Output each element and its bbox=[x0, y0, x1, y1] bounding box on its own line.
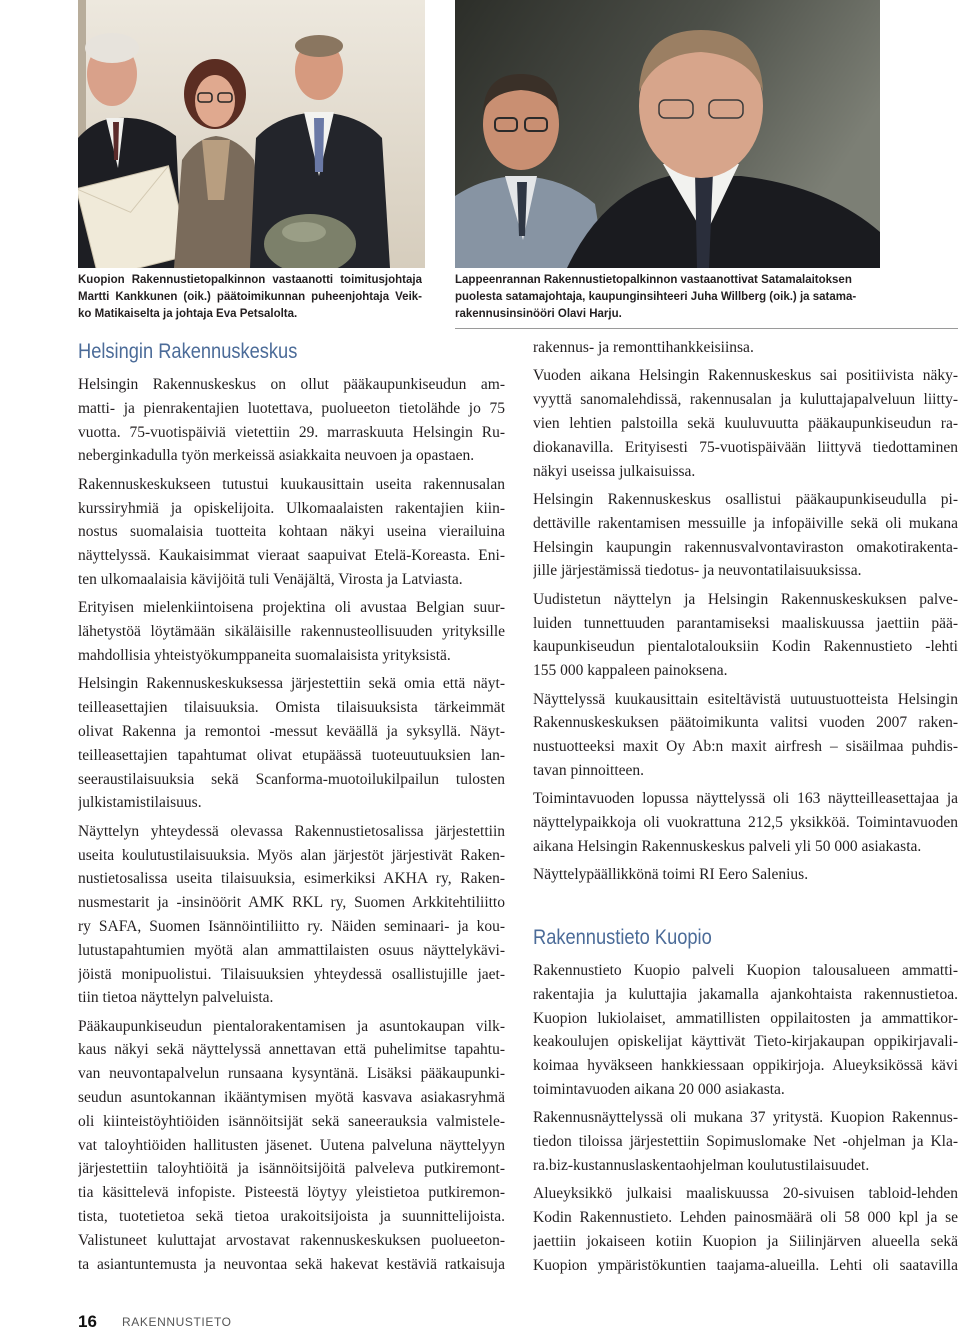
paragraph bbox=[78, 820, 505, 1010]
paragraph bbox=[533, 364, 958, 483]
text-line: Pääkaupunkiseudun pientalorakentamisen ja asuntokaupan vilk- bbox=[78, 1017, 505, 1035]
text-line: seudun asuntokannan ikääntymisen myötä kasvava asiakasryhmä bbox=[78, 1089, 505, 1107]
paragraph bbox=[78, 596, 505, 667]
text-line: kaus näkyi sekä näyttelyssä annettavan että puhelimitse tapahtu- bbox=[78, 1041, 505, 1059]
publication-name: RAKENNUSTIETO bbox=[122, 1315, 232, 1329]
paragraph bbox=[533, 787, 958, 858]
text-line: teilleasettajien tilaisuuksia. Omista tilaisuuksista tärkeimmät bbox=[78, 699, 505, 717]
text-line: toimintavuoden aikana 20 000 asiakasta. bbox=[533, 1080, 785, 1098]
photo-caption-right bbox=[455, 272, 955, 323]
text-line: matti- ja pienrakentajien luotettava, puolueeton tietolähde jo 75 bbox=[78, 399, 505, 417]
paragraph bbox=[533, 336, 958, 360]
paragraph bbox=[533, 688, 958, 783]
text-line: diokanavilla. Erityisesti 75-vuotispäivään liittyvä tiedottaminen bbox=[533, 438, 958, 456]
text-line: Rakennustieto Kuopio palveli Kuopion talousalueen ammatti- bbox=[533, 962, 958, 979]
text-line: 155 000 kappaleen painoksena. bbox=[533, 662, 728, 680]
caption-line: puolesta satamajohtaja, kaupunginsihteeri Juha Willberg (oik.) ja satama- bbox=[455, 291, 857, 303]
paragraph bbox=[533, 488, 958, 583]
text-line: tiin tietoa näyttelyn palveluista. bbox=[78, 989, 274, 1007]
text-line: ry SAFA, Suomen Isännöintiliitto ry. Näiden seminaari- ja kou- bbox=[78, 917, 505, 935]
paragraph bbox=[533, 1182, 958, 1277]
page-number: 16 bbox=[78, 1312, 97, 1331]
text-line: van neuvontapalvelun runsaana kysyntänä. Lisäksi pääkaupunki- bbox=[78, 1065, 505, 1083]
text-line: vyyttä sanomalehdissä, rakennusalan ja kuluttajapalveluun liitty- bbox=[533, 391, 958, 409]
text-line: luiden tunnettuuden parantamiseksi maaliskuussa jaettiin pää- bbox=[533, 614, 958, 632]
caption-line: Kuopion Rakennustietopalkinnon vastaanotti toimitusjohtaja bbox=[78, 274, 422, 286]
section-heading-helsinki: Helsingin Rakennuskeskus bbox=[78, 340, 298, 363]
text-line: vuotta. 75-vuotispäiviä vietettiin 29. marraskuuta Helsingin Ru- bbox=[78, 423, 505, 441]
text-line: jaettiin jokaiseen kotiin Kuopion ja Siilinjärven alueella sekä bbox=[533, 1232, 958, 1250]
text-line: Helsingin Rakennuskeskus osallistui pääkaupunkiseudulla pi- bbox=[533, 490, 958, 508]
text-line: useita koulutustilaisuuksia. Myös alan järjestöt järjestivät Raken- bbox=[78, 846, 505, 864]
paragraph bbox=[78, 373, 505, 468]
text-line: olivat Rakenna ja remontoi -messut keväällä ja syksyllä. Näyt- bbox=[78, 722, 505, 740]
caption-divider bbox=[455, 328, 958, 329]
paragraph bbox=[78, 473, 505, 592]
text-line: järjestettiin taloyhtiöitä ja isännöitsijöitä palveleva putkiremont- bbox=[78, 1160, 505, 1178]
text-line: nustietosalissa useita tilaisuuksia, esimerkiksi AKHA ry, Raken- bbox=[78, 870, 505, 888]
section-heading-kuopio: Rakennustieto Kuopio bbox=[533, 926, 712, 949]
text-line: Helsingin Rakennuskeskus on ollut pääkaupunkiseudun am- bbox=[78, 376, 505, 393]
paragraph bbox=[533, 1106, 958, 1177]
caption-line: rakennusinsinööri Olavi Harju. bbox=[455, 308, 622, 320]
text-line: Näyttelypäällikkönä toimi RI Eero Salenius. bbox=[533, 866, 809, 884]
text-line: Kuopion lukiolaiset, ammatillisten oppilaitosten ja ammattikor- bbox=[533, 1009, 958, 1027]
text-line: rakentajia ja kuluttajia jakamalla ajankohtaista rakennustietoa. bbox=[533, 985, 958, 1003]
text-line: mahdollisia yhteistyökumppaneita suomalaisista yrityksistä. bbox=[78, 646, 451, 664]
photo-image bbox=[78, 0, 425, 268]
text-line: ra.biz-kustannuslaskentaohjelman koulutustilaisuudet. bbox=[533, 1156, 870, 1174]
text-line: kaupunkiseudun pientalotalouksiin Kodin Rakennustieto -lehti bbox=[533, 638, 958, 656]
right-column-body-continued bbox=[533, 336, 958, 887]
text-line: keakoulujen opiskelijat käyttivät Tieto-kirjakaupan oppikirjavali- bbox=[533, 1033, 958, 1051]
paragraph bbox=[533, 959, 958, 1102]
text-line: Vuoden aikana Helsingin Rakennuskeskus sai positiivista näky- bbox=[533, 367, 958, 385]
text-line: lähetystöä löytämään sikäläisille rakennusteollisuuden yrityksille bbox=[78, 623, 505, 641]
award-photo-kuopio bbox=[78, 0, 425, 268]
award-photo-lappeenranta bbox=[455, 0, 880, 268]
text-line: vien lehtien palstoilla sekä kuuluvuutta pääkaupunkiseudun ra- bbox=[533, 414, 958, 432]
text-line: nostus suomalaisia tuotteita kohtaan näkyi useina vierailuina bbox=[78, 523, 505, 541]
paragraph bbox=[533, 863, 958, 887]
caption-line: Lappeenrannan Rakennustietopalkinnon vastaanottivat Satamalaitoksen bbox=[455, 274, 852, 286]
text-line: vat taloyhtiöiden hallitusten jäsenet. Uutena palveluna näyttelyyn bbox=[78, 1136, 505, 1154]
text-line: tiedon tiloissa järjestettiin Sopimuslomake Net -ohjelman ja Kla- bbox=[533, 1133, 958, 1151]
text-line: Erityisen mielenkiintoisena projektina oli avustaa Belgian suur- bbox=[78, 599, 505, 617]
photo-image bbox=[455, 0, 880, 268]
text-line: rakennus- ja remonttihankkeisiinsa. bbox=[533, 339, 754, 356]
text-line: Rakennuskeskukseen tutustui kuukausittain useita rakennusalan bbox=[78, 475, 505, 493]
text-line: seeraustilaisuuksia sekä Scanforma-muotoilukilpailun tulosten bbox=[78, 770, 505, 788]
text-line: nustuotteeksi maxit Oy Ab:n maxit airfresh – sisäilmaa puhdis- bbox=[533, 738, 958, 756]
text-line: koimaa hyväkseen hankkiessaan oppikirjoja. Alueyksikössä kävi bbox=[533, 1057, 958, 1075]
text-line: aikana Helsingin Rakennuskeskus palveli yli 50 000 asiakasta. bbox=[533, 837, 922, 855]
caption-line: Martti Kankkunen (oik.) päätoimikunnan puheenjohtaja Veik- bbox=[78, 291, 422, 303]
text-line: oli kiinteistöyhtiöiden isännöitsijät sekä saneerauksia valmistele- bbox=[78, 1112, 505, 1130]
text-line: Kuopion ympäristökuntien taajama-alueilla. Lehti oli saatavilla bbox=[533, 1256, 958, 1274]
text-line: tista, tuotetietoa sekä tietoa urakoitsijoista ja suunnittelijoista. bbox=[78, 1208, 505, 1226]
text-line: jöistä monipuolistui. Tilaisuuksien yhteydessä osallistujille jaet- bbox=[78, 965, 505, 983]
left-column-body bbox=[78, 373, 505, 1276]
paragraph bbox=[78, 1015, 505, 1277]
text-line: jille järjestämissä tiedotus- ja neuvontatilaisuuksissa. bbox=[533, 562, 862, 580]
text-line: Kodin Rakennustieto. Lehden painosmäärä oli 58 000 kpl ja se bbox=[533, 1209, 958, 1227]
paragraph bbox=[533, 588, 958, 683]
text-line: ten ulkomaalaisia kävijöitä tuli Venäjältä, Virosta ja Latviasta. bbox=[78, 570, 463, 588]
text-line: Helsingin kaupungin rakennusvalvontaviraston omakotirakenta- bbox=[533, 538, 958, 556]
text-line: ta asiantuntemusta ja neuvontaa sekä hakevat kestäviä ratkaisuja bbox=[78, 1255, 505, 1273]
caption-line: ko Matikaiselta ja johtaja Eva Petsalolta. bbox=[78, 308, 298, 320]
text-line: Rakennusnäyttelyssä oli mukana 37 yritystä. Kuopion Rakennus- bbox=[533, 1109, 958, 1127]
text-line: julkistamistilaisuus. bbox=[78, 794, 202, 812]
text-line: lutustapahtumien myötä alan ammattilaisten osuus näyttelykävi- bbox=[78, 941, 505, 959]
paragraph bbox=[78, 672, 505, 815]
text-line: näkyi useissa julkaisuissa. bbox=[533, 462, 696, 480]
text-line: Rakennuskeskuksen päätoimikunta valitsi vuoden 2007 raken- bbox=[533, 714, 958, 732]
text-line: Näyttelyssä kuukausittain esiteltävistä uutuustuotteista Helsingin bbox=[533, 690, 958, 708]
text-line: Uudistetun näyttelyn ja Helsingin Rakennuskeskuksen palve- bbox=[533, 590, 958, 608]
text-line: teilleasettajien tapahtumat olivat etupäässä tuoteuutuuksien lan- bbox=[78, 746, 505, 764]
text-line: tavan pinnoitteen. bbox=[533, 761, 645, 779]
right-column-body-kuopio bbox=[533, 959, 958, 1278]
text-line: neberginkadulla työn merkeissä asiakkaita neuvoen ja opastaen. bbox=[78, 447, 475, 465]
text-line: Alueyksikkö julkaisi maaliskuussa 20-sivuisen tabloid-lehden bbox=[533, 1185, 958, 1203]
text-line: näyttelypaikkoja oli vuokrattuna 212,5 yksikköä. Toimintavuoden bbox=[533, 814, 958, 832]
text-line: Näyttelyn yhteydessä olevassa Rakennustietosalissa järjestettiin bbox=[78, 822, 505, 840]
photo-caption-left bbox=[78, 272, 422, 323]
text-line: kurssiryhmiä ja opiskelijoita. Ulkomaalaisten rakentajien kiin- bbox=[78, 499, 505, 517]
text-line: Helsingin Rakennuskeskuksessa järjestettiin sekä omia että näyt- bbox=[78, 675, 505, 693]
text-line: näyttelyssä. Kaukaisimmat vieraat saapuivat Etelä-Koreasta. Eni- bbox=[78, 547, 505, 565]
text-line: dettäville rakentamisen messuille ja infopäiville sekä oli mukana bbox=[533, 514, 958, 532]
text-line: Toimintavuoden lopussa näyttelyssä oli 163 näytteilleasettajaa ja bbox=[533, 790, 958, 808]
text-line: tia käsittelevä infopiste. Pisteestä löytyy yleistietoa putkiremon- bbox=[78, 1184, 505, 1202]
text-line: Valistuneet kuluttajat arvostavat rakennuskeskuksen puolueeton- bbox=[78, 1231, 505, 1249]
text-line: nusmestarit ja -insinöörit AMK RKL ry, Suomen Arkkitehtiliitto bbox=[78, 894, 505, 912]
